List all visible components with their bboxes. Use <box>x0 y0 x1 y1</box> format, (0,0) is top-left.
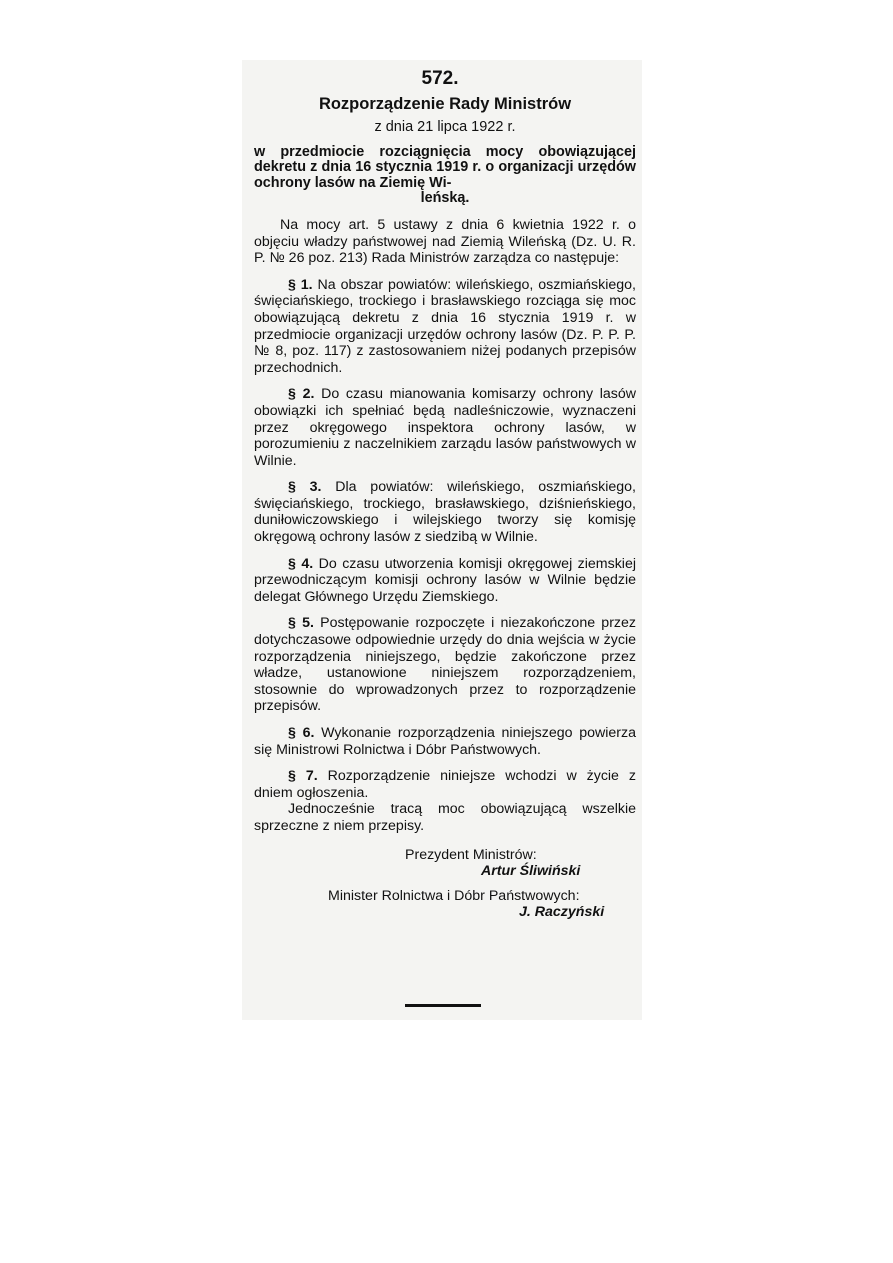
signature-title-minister: Minister Rolnictwa i Dóbr Państwowych: <box>328 887 580 904</box>
section-mark: § 7. <box>288 768 318 785</box>
closing-paragraph: Jednocześnie tracą moc obowiązującą wszelkie sprzeczne z niem przepisy. <box>254 801 636 834</box>
closing-rule <box>405 1004 481 1007</box>
section-mark: § 3. <box>288 479 322 496</box>
document-body <box>254 64 636 921</box>
document-subject: w przedmiocie rozciągnięcia mocy obowiązującej dekretu z dnia 16 stycznia 1919 r. o organizacji urzędów ochrony lasów na Ziemię Wi- <box>254 143 636 191</box>
section-text: Rozporządzenie niniejsze wchodzi w życie z dniem ogłoszenia. <box>254 768 636 801</box>
section-text: Wykonanie rozporządzenia niniejszego powierza się Ministrowi Rolnictwa i Dóbr Państwowych. <box>254 725 636 758</box>
document-title: Rozporządzenie Rady Ministrów <box>318 95 572 113</box>
section-6 <box>254 725 636 758</box>
section-3 <box>254 479 636 545</box>
section-mark: § 6. <box>288 725 315 741</box>
section-5 <box>254 615 636 715</box>
intro-paragraph: Na mocy art. 5 ustawy z dnia 6 kwietnia 1922 r. o objęciu władzy państwowej nad Ziemią Wileńską (Dz. U. R. P. № 26 poz. 213) Rada Ministrów zarządza co następuje: <box>254 216 636 267</box>
section-text: Do czasu mianowania komisarzy ochrony lasów obowiązki ich spełniać będą nadleśniczowie, wyznaczeni przez okręgowego inspektora ochrony lasów, w porozumieniu z naczelnikiem zarządu lasów państwowych w Wilnie. <box>254 386 636 469</box>
page-number: 572. <box>421 68 459 89</box>
section-4 <box>254 556 636 606</box>
document-date: z dnia 21 lipca 1922 r. <box>374 119 516 135</box>
section-text: Dla powiatów: wileńskiego, oszmiańskiego, święciańskiego, trockiego, brasławskiego, dziśnieńskiego, duniłowiczowskiego i wilejskiego tworzy się komisję okręgową ochrony lasów z siedzibą w Wilnie. <box>254 479 636 546</box>
document-subject-end: leńską. <box>420 190 470 207</box>
section-mark: § 4. <box>288 555 314 572</box>
section-mark: § 5. <box>288 615 314 632</box>
section-text: Postępowanie rozpoczęte i niezakończone przez dotychczasowe odpowiednie urzędy do dnia wejścia w życie rozporządzenia niniejszego, będzie zakończone przez władze, ustanowione niniejszem rozporządzeniem, stosownie do wprowadzonych przez to rozporządzenie przepisów. <box>254 615 636 715</box>
section-mark: § 1. <box>288 276 313 293</box>
section-text: Do czasu utworzenia komisji okręgowej ziemskiej przewodniczącym komisji ochrony lasów w Wilnie będzie delegat Głównego Urzędu Ziemskiego. <box>254 555 636 605</box>
signature-name-minister: J. Raczyński <box>519 904 605 921</box>
signature-title-prime-minister: Prezydent Ministrów: <box>405 846 537 863</box>
section-text: Na obszar powiatów: wileńskiego, oszmiańskiego, święciańskiego, trockiego i brasławskiego rozciąga się moc obowiązującą dekretu z dnia 16 stycznia 1919 r. w przedmiocie organizacji urzędów ochrony lasów (Dz. P. P. P. № 8, poz. 117) z zastosowaniem niżej podanych przepisów przechodnich. <box>254 276 636 376</box>
section-7 <box>254 768 636 801</box>
section-mark: § 2. <box>288 386 315 403</box>
signature-name-prime-minister: Artur Śliwiński <box>481 863 581 880</box>
section-2 <box>254 386 636 469</box>
section-1 <box>254 277 636 377</box>
signature-block <box>254 847 636 921</box>
